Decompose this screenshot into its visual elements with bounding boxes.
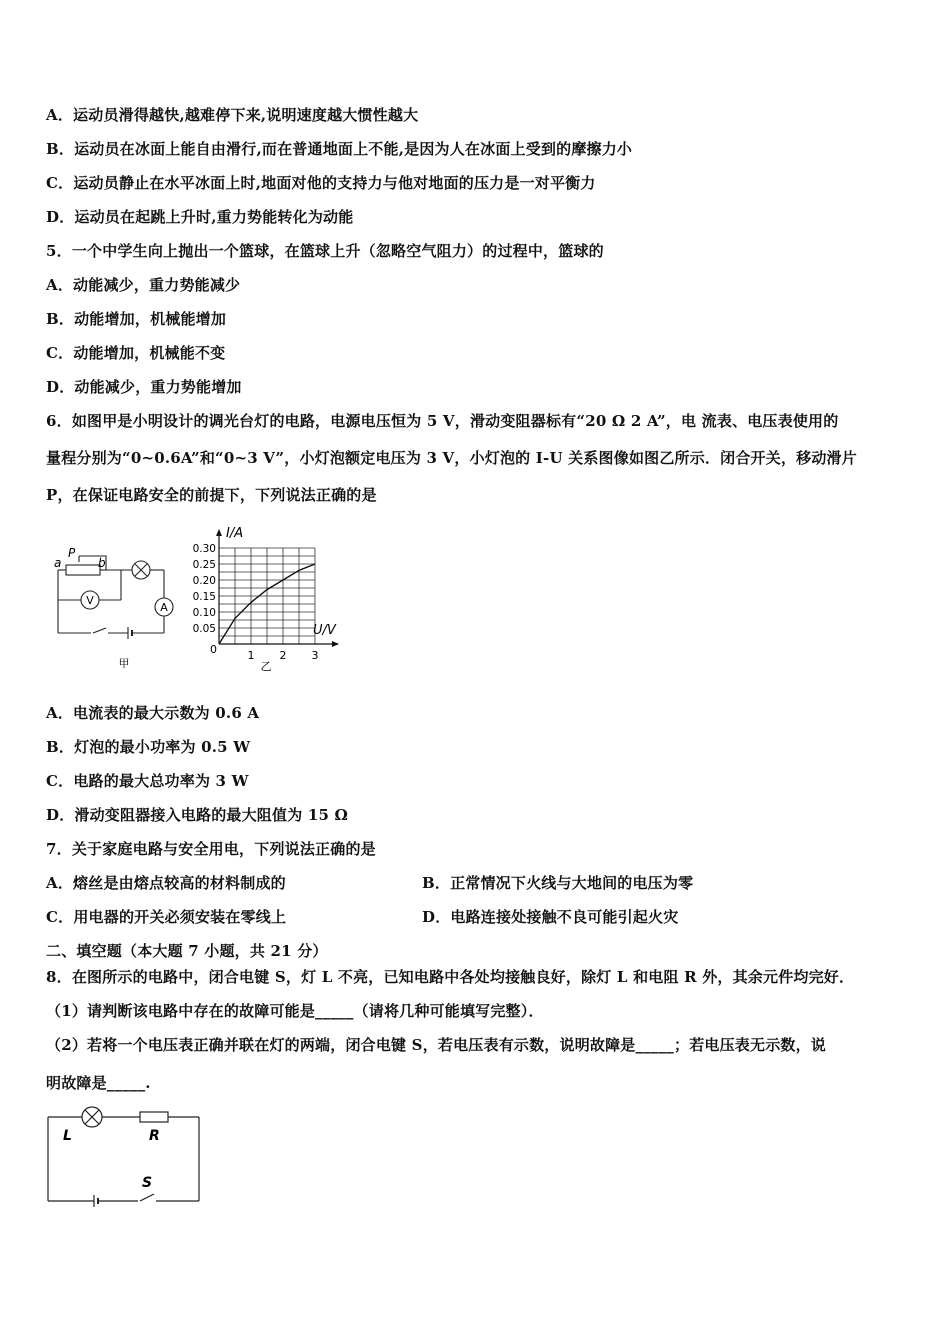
x-tick-label: 2 [279, 649, 287, 662]
q6-option-c: C．电路的最大总功率为 3 W [46, 772, 249, 790]
q4-option-d: D．运动员在起跳上升时,重力势能转化为动能 [46, 208, 354, 226]
q5-option-b: B．动能增加，机械能增加 [46, 310, 227, 328]
x-axis-arrow [332, 641, 339, 647]
y-tick-label: 0.20 [192, 575, 216, 587]
x-axis-label: U/V [313, 623, 336, 638]
resistor-symbol-r [140, 1112, 168, 1122]
q7-option-b: B．正常情况下火线与大地间的电压为零 [422, 874, 694, 892]
q8-part-1: （1）请判断该电路中存在的故障可能是_____（请将几种可能填写完整）． [46, 1002, 544, 1020]
q5-stem: 5．一个中学生向上抛出一个篮球，在篮球上升（忽略空气阻力）的过程中，篮球的 [46, 242, 604, 260]
q4-option-c: C．运动员静止在水平冰面上时,地面对他的支持力与他对地面的压力是一对平衡力 [46, 174, 596, 192]
q8-part-2-line-1: （2）若将一个电压表正确并联在灯的两端，闭合电键 S，若电压表有示数，说明故障是_____；若电压表无示数，说 [46, 1036, 826, 1054]
q8-stem: 8．在图所示的电路中，闭合电键 S，灯 L 不亮，已知电路中各处均接触良好，除灯 L 和电阻 R 外，其余元件均完好． [46, 968, 855, 986]
q6-option-a: A．电流表的最大示数为 0.6 A [46, 704, 260, 722]
chart-origin-label: 0 [210, 643, 217, 656]
y-axis-arrow [216, 529, 222, 536]
rheostat-end-a: a [54, 556, 62, 570]
q6-stem-line-1: 6．如图甲是小明设计的调光台灯的电路，电源电压恒为 5 V，滑动变阻器标有“20 Ω 2 A”，电 流表、电压表使用的 [46, 412, 839, 430]
chart-x-ticks [248, 649, 319, 662]
voltmeter-label: V [86, 594, 94, 607]
y-tick-label: 0.05 [192, 623, 216, 635]
y-tick-label: 0.10 [192, 607, 216, 619]
q6-stem-line-2: 量程分别为“0~0.6A”和“0~3 V”，小灯泡额定电压为 3 V，小灯泡的 I-U 关系图像如图乙所示．闭合开关，移动滑片 [46, 449, 857, 467]
chart-grid [219, 548, 315, 644]
q7-options-row-1 [46, 872, 916, 893]
label-l: L [63, 1128, 72, 1144]
y-tick-label: 0.15 [192, 591, 216, 603]
q7-stem: 7．关于家庭电路与安全用电，下列说法正确的是 [46, 840, 376, 858]
q7-option-d: D．电路连接处接触不良可能引起火灾 [422, 908, 679, 926]
q6-option-d: D．滑动变阻器接入电路的最大阻值为 15 Ω [46, 806, 349, 824]
iu-chart [188, 522, 348, 677]
q6-stem-line-3: P，在保证电路安全的前提下，下列说法正确的是 [46, 486, 377, 504]
switch-symbol-s [140, 1194, 154, 1201]
q7-option-c: C．用电器的开关必须安装在零线上 [46, 908, 287, 926]
q8-part-2-line-2: 明故障是_____. [46, 1074, 151, 1092]
q5-option-d: D．动能减少，重力势能增加 [46, 378, 242, 396]
q5-option-a: A．动能减少，重力势能减少 [46, 276, 241, 294]
x-tick-label: 1 [247, 649, 255, 662]
q7-option-a: A．熔丝是由熔点较高的材料制成的 [46, 874, 286, 892]
y-tick-label: 0.30 [192, 543, 216, 555]
q4-option-b: B．运动员在冰面上能自由滑行,而在普通地面上不能,是因为人在冰面上受到的摩擦力小 [46, 140, 633, 158]
circuit-diagram-q8 [44, 1100, 209, 1212]
rheostat-end-b: b [98, 556, 106, 570]
chart-y-ticks [193, 543, 216, 635]
figure-jia-caption: 甲 [118, 657, 130, 670]
label-r: R [149, 1128, 160, 1144]
q4-option-a: A．运动员滑得越快,越难停下来,说明速度越大惯性越大 [46, 106, 419, 124]
section-title: 二、填空题（本大题 7 小题，共 21 分） [46, 942, 328, 960]
figure-yi-caption: 乙 [260, 660, 272, 673]
q6-option-b: B．灯泡的最小功率为 0.5 W [46, 738, 251, 756]
q7-options-row-2 [46, 906, 916, 927]
y-axis-label: I/A [226, 526, 244, 541]
slider-p-label: P [68, 546, 76, 560]
circuit-diagram-jia [48, 540, 188, 675]
label-s: S [142, 1175, 153, 1191]
x-tick-label: 3 [311, 649, 319, 662]
rheostat-symbol [66, 565, 100, 575]
q5-option-c: C．动能增加，机械能不变 [46, 344, 226, 362]
switch-symbol [93, 628, 106, 633]
y-tick-label: 0.25 [192, 559, 216, 571]
ammeter-label: A [160, 601, 168, 614]
